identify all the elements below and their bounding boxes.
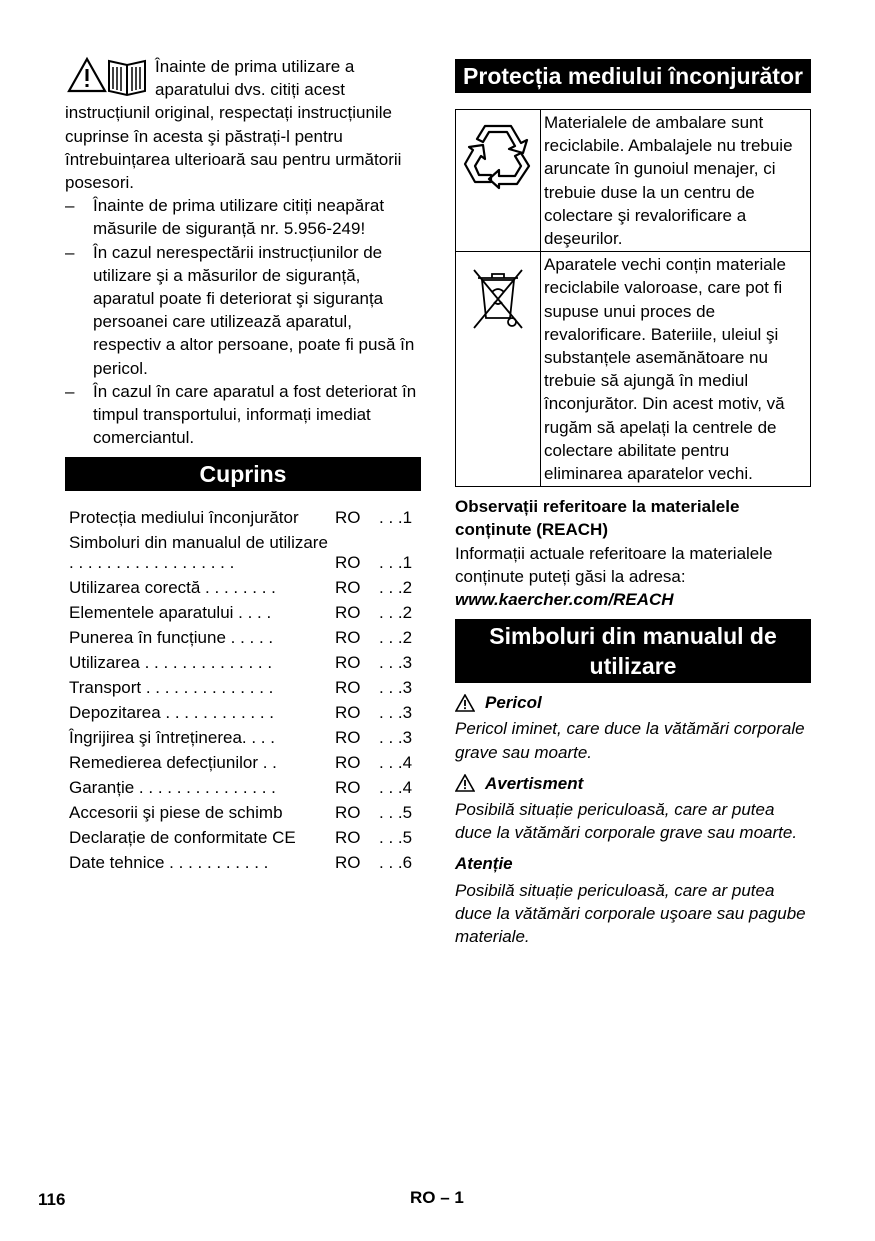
intro-block: [65, 55, 421, 449]
toc-entry-page: . . .1: [379, 553, 413, 573]
toc-entry-title: Remedierea defecțiunilor . .: [69, 753, 277, 773]
toc-entry-page: . . .2: [379, 603, 413, 623]
symbol-description: Posibilă situație periculoasă, care ar putea duce la vătămări corporale grave sau moarte.: [455, 800, 798, 843]
list-item: – Înainte de prima utilizare citiți neapărat măsurile de siguranță nr. 5.956-249!: [65, 194, 421, 240]
toc-entry-lang: RO: [335, 728, 361, 748]
right-column: [455, 59, 811, 948]
table-row[interactable]: [65, 748, 421, 773]
symbol-description: Posibilă situație periculoasă, care ar putea duce la vătămări corporale uşoare sau pagube materiale.: [455, 880, 806, 947]
table-of-contents: [65, 503, 421, 873]
environment-text: Aparatele vechi conțin materiale reciclabile valoroase, care pot fi supuse unui proces de revalorificare. Bateriile, uleiul şi substanțele asemănătoare nu trebuie să ajungă în mediul înconjurător. Din acest motiv, vă rugăm să apelați la centrele de colectare abilitate pentru eliminarea aparatelor vechi.: [541, 252, 811, 487]
symbol-heading: [455, 852, 811, 875]
toc-entry-page: . . .1: [379, 508, 413, 528]
table-row[interactable]: [65, 573, 421, 598]
toc-entry-title: Utilizarea . . . . . . . . . . . . . .: [69, 653, 273, 673]
toc-entry-page: . . .6: [379, 853, 413, 873]
toc-entry-lang: RO: [335, 778, 361, 798]
table-row: [456, 110, 811, 252]
symbol-heading: [455, 772, 811, 795]
intro-list: [65, 194, 421, 449]
toc-entry-page: . . .3: [379, 703, 413, 723]
toc-entry-title: Protecția mediului înconjurător: [69, 508, 299, 528]
toc-title: Cuprins: [65, 457, 421, 491]
table-row[interactable]: [65, 823, 421, 848]
table-row[interactable]: [65, 623, 421, 648]
toc-entry-title: Punerea în funcțiune . . . . .: [69, 628, 274, 648]
symbols-title: Simboluri din manualul de utilizare: [455, 619, 811, 683]
toc-entry-title: Elementele aparatului . . . .: [69, 603, 272, 623]
toc-entry-lang: RO: [335, 753, 361, 773]
table-row[interactable]: [65, 698, 421, 723]
reach-text: Informații actuale referitoare la materialele conținute puteți găsi la adresa:: [455, 543, 773, 586]
table-row[interactable]: [65, 723, 421, 748]
toc-entry-title: Garanție . . . . . . . . . . . . . . .: [69, 778, 276, 798]
list-item: – În cazul în care aparatul a fost deteriorat în timpul transportului, informați imediat comerciantul.: [65, 380, 421, 450]
recycle-icon: [463, 120, 533, 190]
symbol-description: Pericol iminet, care duce la vătămări corporale grave sau moarte.: [455, 719, 805, 762]
toc-entry-page: . . .3: [379, 678, 413, 698]
toc-entry-lang: RO: [335, 628, 361, 648]
toc-entry-lang: RO: [335, 803, 361, 823]
toc-entry-page: . . .2: [379, 628, 413, 648]
toc-entry-title: Utilizarea corectă . . . . . . . .: [69, 578, 276, 598]
symbol-heading: [455, 691, 811, 714]
symbol-label: Pericol: [485, 693, 542, 713]
warning-icon: [455, 774, 475, 792]
table-row[interactable]: [65, 798, 421, 823]
crossed-bin-icon: [468, 262, 528, 334]
toc-entry-lang: RO: [335, 653, 361, 673]
toc-entry-title: Depozitarea . . . . . . . . . . . .: [69, 703, 275, 723]
toc-entry-lang: RO: [335, 553, 361, 573]
environment-table: [455, 109, 811, 487]
toc-entry-lang: RO: [335, 828, 361, 848]
intro-paragraph: Înainte de prima utilizare a aparatului dvs. citiți acest instrucțiunil original, respectați instrucțiunile cuprinse în acesta şi păstrați-l pentru întrebuințarea ulterioară sau pentru următorii posesori.: [65, 57, 402, 193]
toc-entry-title: Accesorii şi piese de schimb: [69, 803, 283, 823]
toc-entry-page: . . .5: [379, 803, 413, 823]
toc-entry-page: . . .5: [379, 828, 413, 848]
warning-manual-icon: [65, 55, 151, 97]
symbol-label: Avertisment: [485, 773, 584, 793]
section-label: RO – 1: [410, 1188, 464, 1207]
toc-entry-lang: RO: [335, 508, 361, 528]
toc-entry-title: Declarație de conformitate CE: [69, 828, 296, 848]
list-item: – În cazul nerespectării instrucțiunilor de utilizare şi a măsurilor de siguranță, aparatul poate fi deteriorat şi siguranța persoanei care utilizează aparatul, respectiv a altor persoane, poate fi pusă în pericol.: [65, 241, 421, 380]
toc-entry-page: . . .4: [379, 753, 413, 773]
table-row: [456, 252, 811, 487]
toc-entry-title: Date tehnice . . . . . . . . . . .: [69, 853, 269, 873]
left-column: [65, 55, 421, 873]
toc-entry-title: Transport . . . . . . . . . . . . . .: [69, 678, 274, 698]
toc-entry-page: . . .4: [379, 778, 413, 798]
toc-entry-lang: RO: [335, 603, 361, 623]
warning-icon: [455, 694, 475, 712]
environment-text: Materialele de ambalare sunt reciclabile. Ambalajele nu trebuie aruncate în gunoiul menajer, ci trebuie duse la un centru de colectare şi revalorificare a deşeurilor.: [541, 110, 811, 252]
reach-title: Observații referitoare la materialele conținute (REACH): [455, 497, 740, 540]
toc-entry-lang: RO: [335, 578, 361, 598]
table-row[interactable]: [65, 673, 421, 698]
table-row[interactable]: [65, 773, 421, 798]
table-row[interactable]: [65, 598, 421, 623]
table-row[interactable]: [65, 848, 421, 873]
reach-link[interactable]: www.kaercher.com/REACH: [455, 590, 674, 610]
toc-entry-page: . . .3: [379, 728, 413, 748]
toc-entry-title: Simboluri din manualul de utilizare . . . . . . . . . . . . . . . . . .: [69, 533, 328, 573]
table-row[interactable]: [65, 503, 421, 528]
symbol-label: Atenție: [455, 854, 513, 874]
toc-entry-page: . . .2: [379, 578, 413, 598]
toc-entry-title: Îngrijirea şi întreținerea. . . .: [69, 728, 275, 748]
toc-entry-lang: RO: [335, 678, 361, 698]
environment-title: Protecția mediului înconjurător: [455, 59, 811, 93]
table-row[interactable]: [65, 528, 421, 573]
toc-entry-page: . . .3: [379, 653, 413, 673]
symbols-section: [455, 691, 811, 948]
page-number: 116: [38, 1190, 66, 1209]
toc-entry-lang: RO: [335, 703, 361, 723]
toc-entry-lang: RO: [335, 853, 361, 873]
table-row[interactable]: [65, 648, 421, 673]
